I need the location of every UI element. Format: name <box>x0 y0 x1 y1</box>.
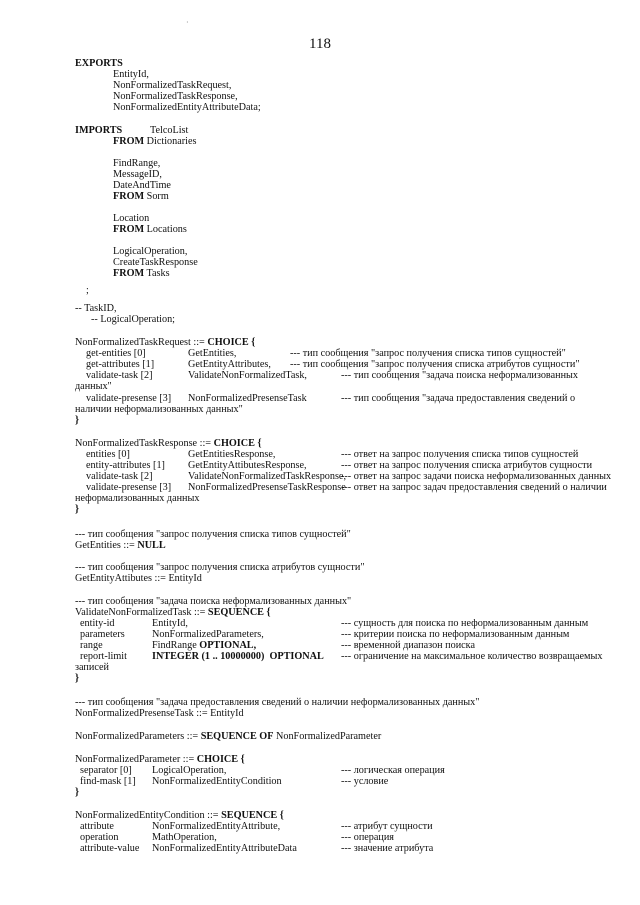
doc-text-line <box>188 482 346 493</box>
doc-text-segment: --- ответ на запрос получения списка атрибутов сущности <box>341 460 593 471</box>
doc-text-segment: LogicalOperation, <box>113 246 188 257</box>
doc-text-segment: GetEntityAttibutes ::= EntityId <box>75 573 202 584</box>
doc-text-line <box>341 471 611 482</box>
doc-text-segment: NonFormalizedParameters, <box>152 629 264 640</box>
doc-text-line <box>80 843 139 854</box>
doc-text-line <box>152 651 324 662</box>
doc-text-segment: --- тип сообщения "запрос получения списка типов сущностей" <box>290 348 566 359</box>
doc-text-line <box>188 449 275 460</box>
doc-text-segment: MathOperation, <box>152 832 217 843</box>
doc-text-line <box>290 348 566 359</box>
doc-text-segment: validate-task [2] <box>86 471 153 482</box>
doc-text-line <box>290 359 579 370</box>
doc-text-line <box>152 821 280 832</box>
doc-text-line <box>113 268 170 279</box>
doc-text-line <box>86 449 130 460</box>
doc-text-line <box>75 662 109 673</box>
doc-text-line <box>152 629 264 640</box>
doc-text-segment: EntityId, <box>152 618 188 629</box>
doc-text-segment: SEQUENCE { <box>207 607 271 618</box>
doc-text-segment: Dictionaries <box>144 136 197 147</box>
doc-text-segment: FindRange, <box>113 158 161 169</box>
doc-text-line <box>75 573 202 584</box>
doc-text-segment: attribute <box>80 821 114 832</box>
doc-text-segment: --- операция <box>341 832 394 843</box>
doc-text-line <box>150 125 188 136</box>
doc-text-line <box>341 629 569 640</box>
doc-text-segment: NonFormalizedPresenseTaskResponse <box>188 482 346 493</box>
doc-text-line <box>75 404 243 415</box>
doc-text-segment: EXPORTS <box>75 58 123 69</box>
doc-text-segment: validate-presense [3] <box>86 393 172 404</box>
doc-text-segment: attribute-value <box>80 843 140 854</box>
doc-text-line <box>152 776 282 787</box>
doc-text-segment: } <box>75 504 80 515</box>
doc-text-segment: FROM <box>113 224 145 235</box>
doc-text-segment: -- TaskID, <box>75 303 117 314</box>
doc-text-line <box>188 348 236 359</box>
doc-text-segment: report-limit <box>80 651 127 662</box>
doc-text-line <box>341 776 388 787</box>
doc-text-segment: --- тип сообщения "задача поиска неформализованных данных" <box>75 596 352 607</box>
doc-text-segment: get-entities [0] <box>86 348 146 359</box>
doc-text-segment: --- тип сообщения "запрос получения списка атрибутов сущности" <box>75 562 365 573</box>
doc-text-segment: validate-presense [3] <box>86 482 172 493</box>
doc-text-line <box>91 314 175 325</box>
doc-text-line <box>75 754 245 765</box>
doc-text-segment: Sorm <box>144 191 169 202</box>
doc-text-segment: entity-id <box>80 618 115 629</box>
doc-text-line <box>188 359 271 370</box>
doc-text-segment: GetEntities ::= <box>75 540 138 551</box>
doc-text-segment: --- логическая операция <box>341 765 445 776</box>
doc-text-segment: NULL <box>137 540 166 551</box>
doc-text-line <box>341 843 433 854</box>
doc-text-segment: NonFormalizedParameter ::= <box>75 754 197 765</box>
doc-text-line <box>75 381 112 392</box>
doc-text-segment: ValidateNonFormalizedTaskResponse, <box>188 471 347 482</box>
doc-text-segment: NonFormalizedEntityAttribute, <box>152 821 281 832</box>
doc-text-segment: SEQUENCE OF <box>200 731 274 742</box>
doc-text-line <box>341 640 475 651</box>
doc-text-segment: entity-attributes [1] <box>86 460 165 471</box>
doc-text-line <box>341 482 607 493</box>
doc-text-segment: FindRange <box>152 640 200 651</box>
doc-text-segment: FROM <box>113 268 145 279</box>
doc-text-segment: } <box>75 415 80 426</box>
doc-text-segment: NonFormalizedEntityCondition ::= <box>75 810 222 821</box>
doc-text-line <box>86 460 165 471</box>
doc-text-segment: --- ответ на запрос задачи поиска неформализованных данных <box>341 471 612 482</box>
doc-text-line <box>80 640 103 651</box>
doc-text-line <box>113 69 149 80</box>
doc-text-line <box>75 810 284 821</box>
doc-text-line <box>75 708 244 719</box>
doc-text-line <box>75 337 255 348</box>
doc-text-segment: NonFormalizedPresenseTask ::= EntityId <box>75 708 244 719</box>
doc-text-line <box>341 821 433 832</box>
doc-text-segment: Location <box>113 213 150 224</box>
doc-text-segment: --- тип сообщения "задача предоставления сведений о <box>341 393 576 404</box>
doc-text-segment: записей <box>75 662 109 673</box>
doc-text-line <box>152 832 217 843</box>
doc-text-segment: -- LogicalOperation; <box>91 314 176 325</box>
doc-text-line <box>75 673 79 684</box>
doc-text-line <box>75 607 271 618</box>
doc-text-segment: NonFormalizedEntityAttributeData; <box>113 102 261 113</box>
doc-text-line <box>188 393 307 404</box>
doc-text-line <box>75 529 351 540</box>
doc-text-segment: INTEGER (1 .. 10000000) OPTIONAL <box>152 651 324 662</box>
doc-text-segment: GetEntityAttibutesResponse, <box>188 460 307 471</box>
doc-text-segment: данных" <box>75 381 112 392</box>
doc-text-segment: TelcoList <box>150 125 189 136</box>
doc-text-segment: find-mask [1] <box>80 776 136 787</box>
doc-text-line <box>188 471 346 482</box>
doc-text-segment: operation <box>80 832 119 843</box>
doc-text-segment: --- тип сообщения "задача поиска неформализованных <box>341 370 578 381</box>
doc-text-segment: Tasks <box>144 268 170 279</box>
doc-text-line <box>152 765 226 776</box>
doc-text-line <box>152 640 256 651</box>
doc-text-segment: ValidateNonFormalizedTask, <box>188 370 307 381</box>
doc-text-line <box>80 651 127 662</box>
doc-text-segment: SEQUENCE { <box>221 810 284 821</box>
doc-text-segment: NonFormalizedTaskResponse ::= <box>75 438 214 449</box>
doc-text-line <box>80 821 114 832</box>
doc-text-line <box>113 191 169 202</box>
doc-text-segment: entities [0] <box>86 449 130 460</box>
doc-text-segment: } <box>75 673 80 684</box>
doc-text-segment: CHOICE { <box>213 438 262 449</box>
doc-text-segment: наличии неформализованных данных" <box>75 404 243 415</box>
doc-text-segment: --- тип сообщения "запрос получения списка атрибутов сущности" <box>290 359 580 370</box>
doc-text-segment: FROM <box>113 136 145 147</box>
doc-text-line <box>86 370 152 381</box>
doc-text-line <box>113 136 196 147</box>
doc-text-segment: CHOICE { <box>196 754 245 765</box>
doc-text-segment: --- ответ на запрос получения списка типов сущностей <box>341 449 579 460</box>
doc-text-line <box>113 169 162 180</box>
doc-text-line <box>80 776 136 787</box>
doc-text-line <box>86 285 89 296</box>
doc-text-line <box>341 370 578 381</box>
doc-text-line <box>152 843 297 854</box>
doc-text-line <box>75 493 199 504</box>
doc-text-segment: ; <box>86 285 89 296</box>
doc-text-line <box>341 393 575 404</box>
doc-text-segment: validate-task [2] <box>86 370 153 381</box>
doc-text-line <box>341 449 578 460</box>
page-number: 118 <box>309 36 331 52</box>
doc-text-line <box>341 651 602 662</box>
dot-mark: · <box>186 18 189 27</box>
doc-text-segment: CHOICE { <box>207 337 256 348</box>
doc-text-line <box>113 180 171 191</box>
doc-text-segment: DateAndTime <box>113 180 171 191</box>
doc-text-segment: --- критерии поиска по неформализованным данным <box>341 629 570 640</box>
doc-text-line <box>113 80 231 91</box>
doc-text-line <box>86 348 146 359</box>
doc-text-line <box>80 618 115 629</box>
doc-text-line <box>75 787 79 798</box>
doc-text-line <box>113 246 187 257</box>
doc-text-segment: NonFormalizedTaskRequest ::= <box>75 337 208 348</box>
doc-text-line <box>113 102 261 113</box>
doc-text-line <box>75 596 351 607</box>
doc-text-segment: NonFormalizedPresenseTask <box>188 393 307 404</box>
doc-text-segment: ValidateNonFormalizedTask ::= <box>75 607 208 618</box>
doc-text-segment: FROM <box>113 191 145 202</box>
doc-text-segment: MessageID, <box>113 169 162 180</box>
doc-text-line <box>75 540 166 551</box>
doc-text-segment: --- ответ на запрос задач предоставления сведений о наличии <box>341 482 607 493</box>
doc-text-line <box>188 370 307 381</box>
doc-text-segment: separator [0] <box>80 765 132 776</box>
doc-text-line <box>113 213 149 224</box>
doc-text-segment: Locations <box>144 224 187 235</box>
doc-text-line <box>341 618 588 629</box>
doc-text-segment: get-attributes [1] <box>86 359 155 370</box>
doc-text-line <box>80 765 132 776</box>
doc-text-line <box>86 482 171 493</box>
doc-text-segment: GetEntities, <box>188 348 237 359</box>
doc-text-line <box>188 460 307 471</box>
doc-text-segment: NonFormalizedEntityAttributeData <box>152 843 297 854</box>
doc-text-segment: OPTIONAL, <box>199 640 257 651</box>
doc-text-segment: --- тип сообщения "запрос получения списка типов сущностей" <box>75 529 351 540</box>
doc-text-line <box>75 504 79 515</box>
doc-text-segment: range <box>80 640 103 651</box>
doc-text-segment: --- значение атрибута <box>341 843 434 854</box>
doc-text-line <box>75 731 381 742</box>
doc-text-line <box>75 562 364 573</box>
doc-text-segment: GetEntitiesResponse, <box>188 449 276 460</box>
doc-text-segment: --- тип сообщения "задача предоставления сведений о наличии неформализованных данных" <box>75 697 480 708</box>
doc-text-line <box>341 765 445 776</box>
doc-text-line <box>75 125 122 136</box>
doc-text-line <box>341 832 394 843</box>
doc-text-line <box>80 832 118 843</box>
doc-text-segment: NonFormalizedParameter <box>273 731 382 742</box>
doc-text-line <box>152 618 188 629</box>
doc-text-segment: GetEntityAttributes, <box>188 359 271 370</box>
doc-text-segment: --- ограничение на максимальное количество возвращаемых <box>341 651 603 662</box>
doc-text-segment: IMPORTS <box>75 125 123 136</box>
doc-text-segment: NonFormalizedTaskResponse, <box>113 91 238 102</box>
doc-text-segment: parameters <box>80 629 125 640</box>
doc-text-line <box>113 224 187 235</box>
doc-text-segment: --- условие <box>341 776 389 787</box>
doc-text-line <box>113 257 198 268</box>
doc-text-line <box>75 58 123 69</box>
doc-text-line <box>75 697 479 708</box>
doc-text-line <box>341 460 592 471</box>
doc-text-line <box>75 415 79 426</box>
doc-text-line <box>113 91 238 102</box>
doc-text-segment: EntityId, <box>113 69 149 80</box>
doc-text-segment: } <box>75 787 80 798</box>
doc-text-line <box>75 438 261 449</box>
doc-text-segment: LogicalOperation, <box>152 765 227 776</box>
doc-text-line <box>75 303 117 314</box>
doc-text-line <box>86 471 152 482</box>
doc-text-segment: --- сущность для поиска по неформализованным данным <box>341 618 589 629</box>
doc-text-segment: NonFormalizedEntityCondition <box>152 776 282 787</box>
doc-text-line <box>80 629 125 640</box>
doc-text-segment: неформализованных данных <box>75 493 200 504</box>
doc-text-segment: NonFormalizedTaskRequest, <box>113 80 232 91</box>
doc-text-line <box>86 393 171 404</box>
doc-text-line <box>86 359 154 370</box>
doc-text-segment: --- атрибут сущности <box>341 821 433 832</box>
doc-text-segment: --- временной диапазон поиска <box>341 640 476 651</box>
doc-text-line <box>113 158 160 169</box>
doc-text-segment: NonFormalizedParameters ::= <box>75 731 201 742</box>
doc-text-segment: CreateTaskResponse <box>113 257 198 268</box>
